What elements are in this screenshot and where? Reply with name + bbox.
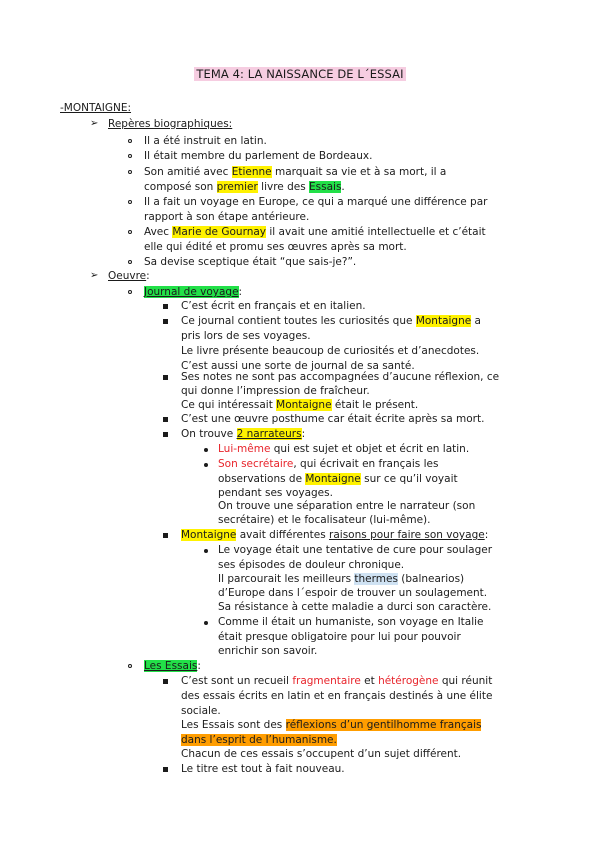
page-title: TEMA 4: LA NAISSANCE DE L´ESSAI: [196, 67, 404, 81]
journal-heading: Journal de voyage:: [144, 286, 243, 298]
list-item-continuation: enrichir son savoir.: [218, 645, 318, 657]
list-item: Son amitié avec Etienne marquait sa vie et à sa mort, il a: [144, 166, 447, 178]
title-row: [0, 67, 600, 82]
list-item-continuation: observations de Montaigne sur ce qu’il voyait: [218, 473, 458, 485]
arrow-bullet-icon: ➢: [90, 118, 99, 129]
dot-bullet-icon: [204, 621, 208, 625]
list-item: On trouve 2 narrateurs:: [181, 428, 306, 440]
list-item-continuation: Le livre présente beaucoup de curiosités et d’anecdotes.: [181, 345, 480, 357]
circle-bullet-icon: [128, 230, 132, 234]
list-item: C’est une œuvre posthume car était écrite après sa mort.: [181, 413, 485, 425]
arrow-bullet-icon: ➢: [90, 270, 99, 281]
circle-bullet-icon: [128, 139, 132, 143]
oeuvre-heading: Oeuvre:: [108, 270, 150, 282]
square-bullet-icon: [163, 767, 168, 772]
square-bullet-icon: [163, 417, 168, 422]
list-item: Le voyage était une tentative de cure pour soulager: [218, 544, 493, 556]
list-item-continuation: C’est aussi une sorte de journal de sa santé.: [181, 360, 415, 372]
list-item-continuation: elle qui édité et promu ses œuvres après sa mort.: [144, 241, 407, 253]
list-item: Ses notes ne sont pas accompagnées d’aucune réflexion, ce: [181, 371, 500, 383]
circle-bullet-icon: [128, 664, 132, 668]
list-item-continuation: rapport à son étape antérieure.: [144, 211, 310, 223]
list-item-continuation: composé son premier livre des Essais.: [144, 181, 345, 193]
list-item-continuation: pris lors de ses voyages.: [181, 330, 311, 342]
reperes-heading: Repères biographiques:: [108, 118, 233, 130]
dot-bullet-icon: [204, 448, 208, 452]
list-item: Il a fait un voyage en Europe, ce qui a marqué une différence par: [144, 196, 488, 208]
circle-bullet-icon: [128, 290, 132, 294]
list-item: Comme il était un humaniste, son voyage en Italie: [218, 616, 484, 628]
list-item-continuation: dans l’esprit de l’humanisme.: [181, 734, 337, 746]
list-item-continuation: Sa résistance à cette maladie a durci son caractère.: [218, 601, 492, 613]
square-bullet-icon: [163, 304, 168, 309]
list-item: Avec Marie de Gournay il avait une amitié intellectuelle et c’était: [144, 226, 486, 238]
list-item-continuation: qui donne l’impression de fraîcheur.: [181, 385, 370, 397]
list-item: C’est écrit en français et en italien.: [181, 300, 366, 312]
list-item-continuation: secrétaire) et le focalisateur (lui-même).: [218, 514, 431, 526]
list-item-continuation: d’Europe dans l´espoir de trouver un soulagement.: [218, 587, 488, 599]
dot-bullet-icon: [204, 549, 208, 553]
square-bullet-icon: [163, 319, 168, 324]
list-item: Il a été instruit en latin.: [144, 135, 267, 147]
circle-bullet-icon: [128, 154, 132, 158]
list-item: Son secrétaire, qui écrivait en français les: [218, 458, 439, 470]
list-item-continuation: Ce qui intéressait Montaigne était le présent.: [181, 399, 419, 411]
circle-bullet-icon: [128, 260, 132, 264]
list-item-continuation: Il parcourait les meilleurs thermes (balnearios): [218, 573, 465, 585]
list-item: Ce journal contient toutes les curiosités que Montaigne a: [181, 315, 481, 327]
list-item: Le titre est tout à fait nouveau.: [181, 763, 345, 775]
list-item-continuation: sociale.: [181, 705, 221, 717]
list-item-continuation: Chacun de ces essais s’occupent d’un sujet différent.: [181, 748, 462, 760]
list-item: C’est sont un recueil fragmentaire et hétérogène qui réunit: [181, 675, 493, 687]
square-bullet-icon: [163, 533, 168, 538]
list-item-continuation: Les Essais sont des réflexions d’un gentilhomme français: [181, 719, 482, 731]
circle-bullet-icon: [128, 170, 132, 174]
list-item: Lui-même qui est sujet et objet et écrit en latin.: [218, 443, 470, 455]
essais-heading: Les Essais:: [144, 660, 201, 672]
square-bullet-icon: [163, 679, 168, 684]
dot-bullet-icon: [204, 463, 208, 467]
list-item: Il était membre du parlement de Bordeaux.: [144, 150, 373, 162]
list-item-continuation: était presque obligatoire pour lui pour pouvoir: [218, 631, 461, 643]
list-item: Sa devise sceptique était “que sais-je?”.: [144, 256, 357, 268]
list-item-continuation: des essais écrits en latin et en français destinés à une élite: [181, 690, 493, 702]
list-item-continuation: ses épisodes de douleur chronique.: [218, 559, 405, 571]
list-item-continuation: On trouve une séparation entre le narrateur (son: [218, 500, 476, 512]
circle-bullet-icon: [128, 200, 132, 204]
list-item-continuation: pendant ses voyages.: [218, 487, 333, 499]
section-heading: -MONTAIGNE:: [60, 102, 132, 114]
square-bullet-icon: [163, 375, 168, 380]
square-bullet-icon: [163, 432, 168, 437]
list-item: Montaigne avait différentes raisons pour faire son voyage:: [181, 529, 489, 541]
